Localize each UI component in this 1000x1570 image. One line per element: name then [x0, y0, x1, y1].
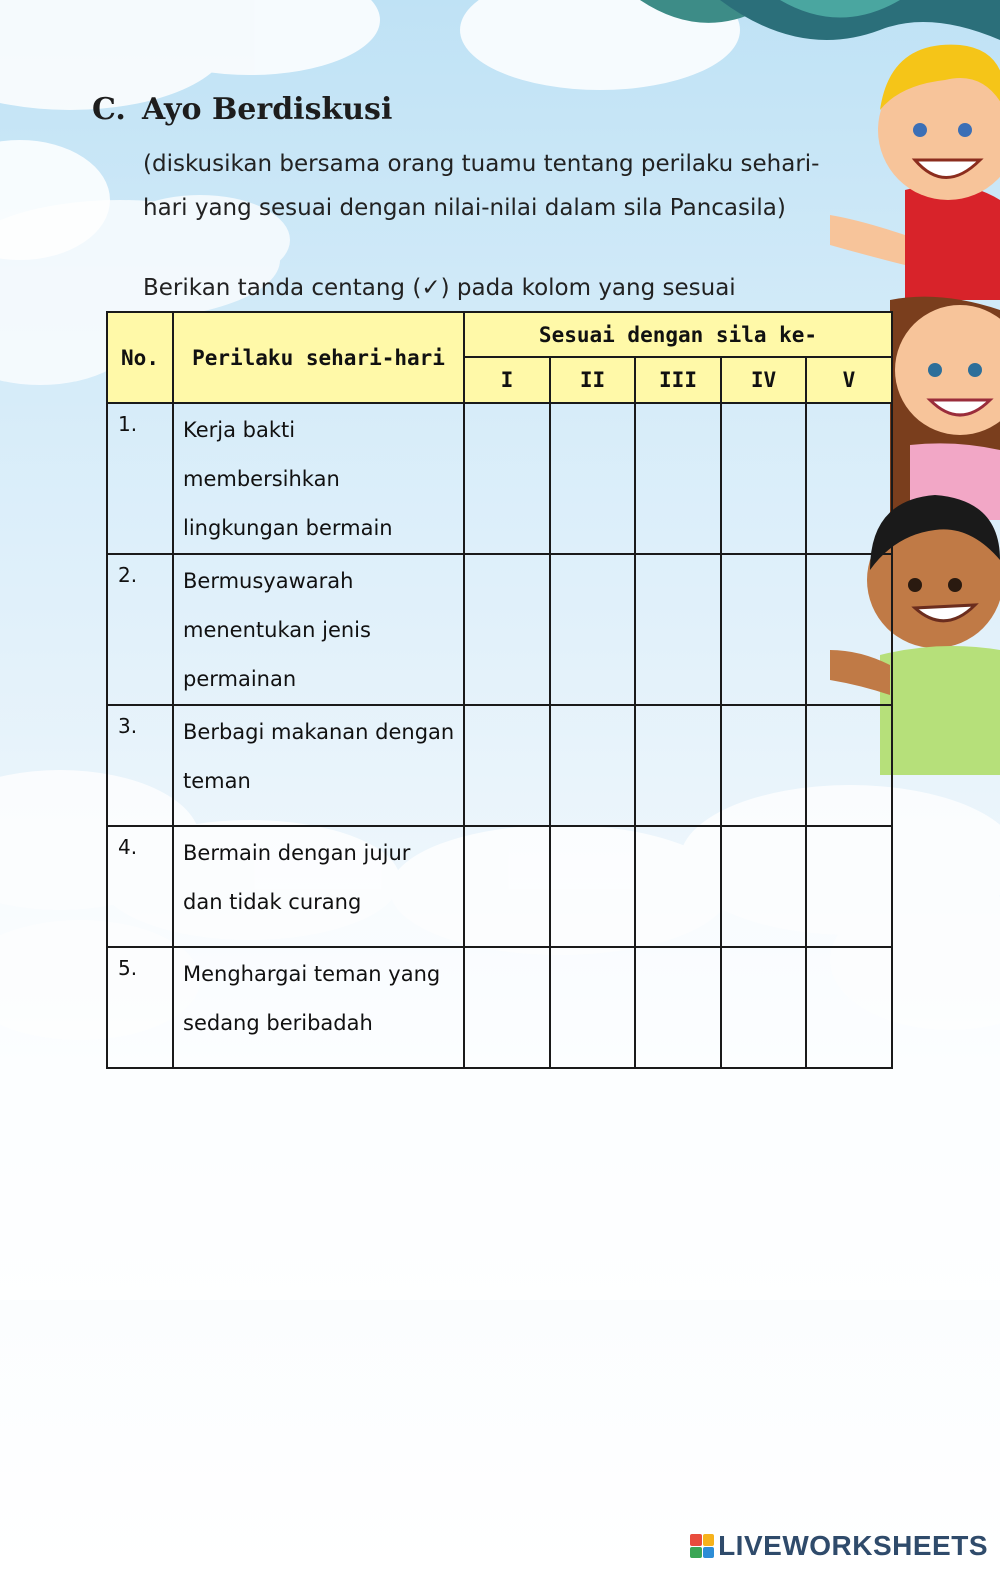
check-cell-row3-sila-i[interactable] — [464, 705, 550, 826]
behavior-line: permainan — [183, 667, 297, 691]
row-number: 2. — [107, 554, 173, 705]
intro-line-2: hari yang sesuai dengan nilai-nilai dalam sila Pancasila) — [143, 195, 786, 221]
pancasila-checklist-table — [106, 311, 893, 1069]
behavior-line: Bermain dengan jujur — [183, 841, 411, 865]
instruction-text: Berikan tanda centang (✓) pada kolom yang sesuai — [143, 275, 736, 301]
check-cell-row2-sila-v[interactable] — [806, 554, 892, 705]
intro-line-1: (diskusikan bersama orang tuamu tentang perilaku sehari- — [143, 151, 820, 177]
row-number: 3. — [107, 705, 173, 826]
header-behavior: Perilaku sehari-hari — [173, 312, 464, 403]
check-cell-row1-sila-iv[interactable] — [721, 403, 806, 554]
table-row — [107, 947, 892, 1068]
row-number: 4. — [107, 826, 173, 947]
check-cell-row1-sila-ii[interactable] — [550, 403, 635, 554]
check-cell-row4-sila-iv[interactable] — [721, 826, 806, 947]
check-cell-row5-sila-i[interactable] — [464, 947, 550, 1068]
check-cell-row3-sila-iv[interactable] — [721, 705, 806, 826]
check-cell-row3-sila-iii[interactable] — [635, 705, 721, 826]
behavior-line: Berbagi makanan dengan — [183, 720, 455, 744]
check-cell-row4-sila-ii[interactable] — [550, 826, 635, 947]
behavior-line: membersihkan — [183, 467, 340, 491]
liveworksheets-logo-icon — [690, 1534, 714, 1558]
behavior-line: teman — [183, 769, 251, 793]
header-sila-v: V — [806, 357, 892, 403]
check-cell-row2-sila-i[interactable] — [464, 554, 550, 705]
check-cell-row5-sila-ii[interactable] — [550, 947, 635, 1068]
behavior-cell — [173, 947, 464, 1068]
behavior-line: Kerja bakti — [183, 418, 296, 442]
check-cell-row2-sila-ii[interactable] — [550, 554, 635, 705]
header-no: No. — [107, 312, 173, 403]
behavior-line: lingkungan bermain — [183, 516, 393, 540]
header-sila-ii: II — [550, 357, 635, 403]
check-cell-row1-sila-iii[interactable] — [635, 403, 721, 554]
behavior-cell — [173, 554, 464, 705]
header-sila-iii: III — [635, 357, 721, 403]
behavior-cell — [173, 403, 464, 554]
behavior-line: Menghargai teman yang — [183, 962, 441, 986]
header-sila-iv: IV — [721, 357, 806, 403]
check-cell-row5-sila-iii[interactable] — [635, 947, 721, 1068]
behavior-cell — [173, 705, 464, 826]
table-row — [107, 554, 892, 705]
table-row — [107, 705, 892, 826]
row-number: 1. — [107, 403, 173, 554]
header-sila-group: Sesuai dengan sila ke- — [464, 312, 892, 357]
row-number: 5. — [107, 947, 173, 1068]
check-cell-row2-sila-iv[interactable] — [721, 554, 806, 705]
check-cell-row4-sila-v[interactable] — [806, 826, 892, 947]
behavior-line: dan tidak curang — [183, 890, 362, 914]
check-cell-row5-sila-v[interactable] — [806, 947, 892, 1068]
discussion-intro — [143, 142, 873, 230]
behavior-line: sedang beribadah — [183, 1011, 373, 1035]
check-cell-row1-sila-i[interactable] — [464, 403, 550, 554]
check-cell-row5-sila-iv[interactable] — [721, 947, 806, 1068]
check-cell-row2-sila-iii[interactable] — [635, 554, 721, 705]
check-cell-row4-sila-iii[interactable] — [635, 826, 721, 947]
behavior-line: Bermusyawarah — [183, 569, 354, 593]
table-row — [107, 826, 892, 947]
behavior-line: menentukan jenis — [183, 618, 371, 642]
watermark-text: LIVEWORKSHEETS — [718, 1530, 988, 1561]
header-sila-i: I — [464, 357, 550, 403]
check-cell-row4-sila-i[interactable] — [464, 826, 550, 947]
liveworksheets-watermark — [690, 1530, 988, 1562]
check-cell-row3-sila-v[interactable] — [806, 705, 892, 826]
section-title: Ayo Berdiskusi — [142, 92, 393, 127]
section-letter: C. — [92, 92, 126, 127]
section-heading — [92, 92, 392, 127]
check-cell-row1-sila-v[interactable] — [806, 403, 892, 554]
behavior-cell — [173, 826, 464, 947]
check-cell-row3-sila-ii[interactable] — [550, 705, 635, 826]
table-row — [107, 403, 892, 554]
